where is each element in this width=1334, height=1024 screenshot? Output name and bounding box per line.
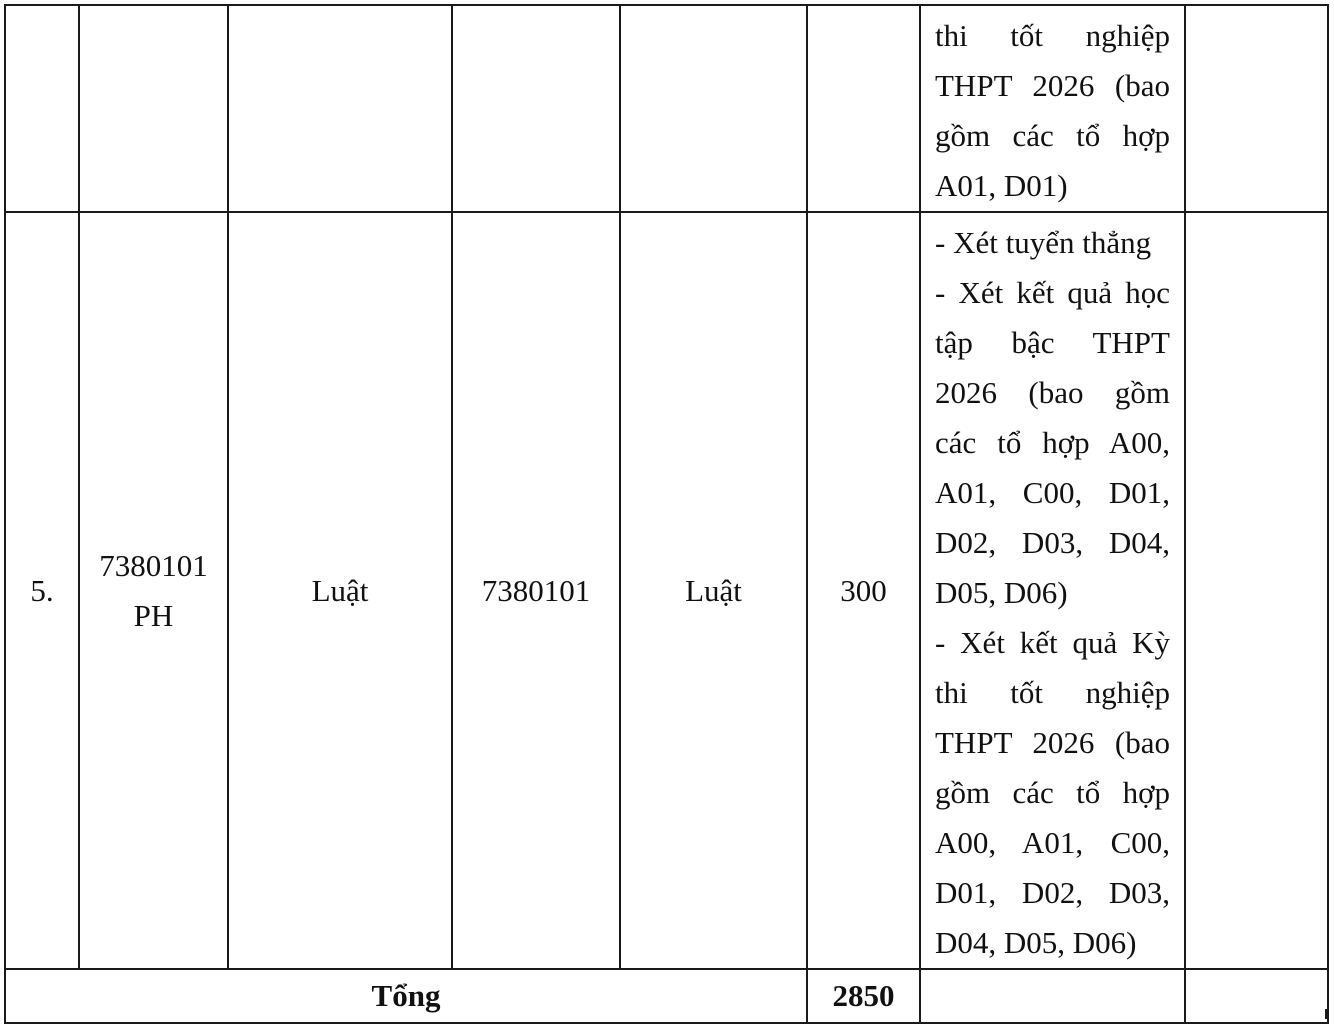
- quota-cell: [807, 5, 920, 212]
- major-name-cell: [620, 5, 807, 212]
- admission-method-direct: - Xét tuyển thẳng: [935, 225, 1152, 260]
- next-row-edge: [4, 1009, 1327, 1019]
- admission-method-text: thi tốt nghiệp THPT 2026 (bao gồm các tổ hợp A01, D01): [935, 18, 1170, 203]
- program-name-cell: [228, 5, 452, 212]
- major-code-cell: 7380101: [452, 212, 620, 969]
- notes-cell: [1185, 212, 1328, 969]
- stt-cell: [5, 5, 79, 212]
- admission-methods-cell: [920, 212, 1185, 969]
- total-label: Tổng: [5, 969, 807, 1023]
- admission-methods-cell: [920, 5, 1185, 212]
- program-name-cell: Luật: [228, 212, 452, 969]
- admission-method-exam: - Xét kết quả Kỳ thi tốt nghiệp THPT 2026 (bao gồm các tổ hợp A00, A01, C00, D01, D02, D03, D04, D05, D06): [935, 625, 1170, 960]
- admissions-table: [4, 4, 1329, 1024]
- stt-cell: 5.: [5, 212, 79, 969]
- notes-cell: [1185, 5, 1328, 212]
- program-code-line: 7380101: [99, 547, 208, 583]
- table-row-continuation: [5, 5, 1328, 212]
- program-code-cell: [79, 5, 228, 212]
- table-row: [5, 212, 1328, 969]
- admission-method-transcript: - Xét kết quả học tập bậc THPT 2026 (bao gồm các tổ hợp A00, A01, C00, D01, D02, D03, D04, D05, D06): [935, 275, 1170, 610]
- quota-cell: 300: [807, 212, 920, 969]
- major-name-cell: Luật: [620, 212, 807, 969]
- program-code-suffix: PH: [133, 597, 174, 633]
- total-value: 2850: [807, 969, 920, 1023]
- program-code-cell: [79, 212, 228, 969]
- major-code-cell: [452, 5, 620, 212]
